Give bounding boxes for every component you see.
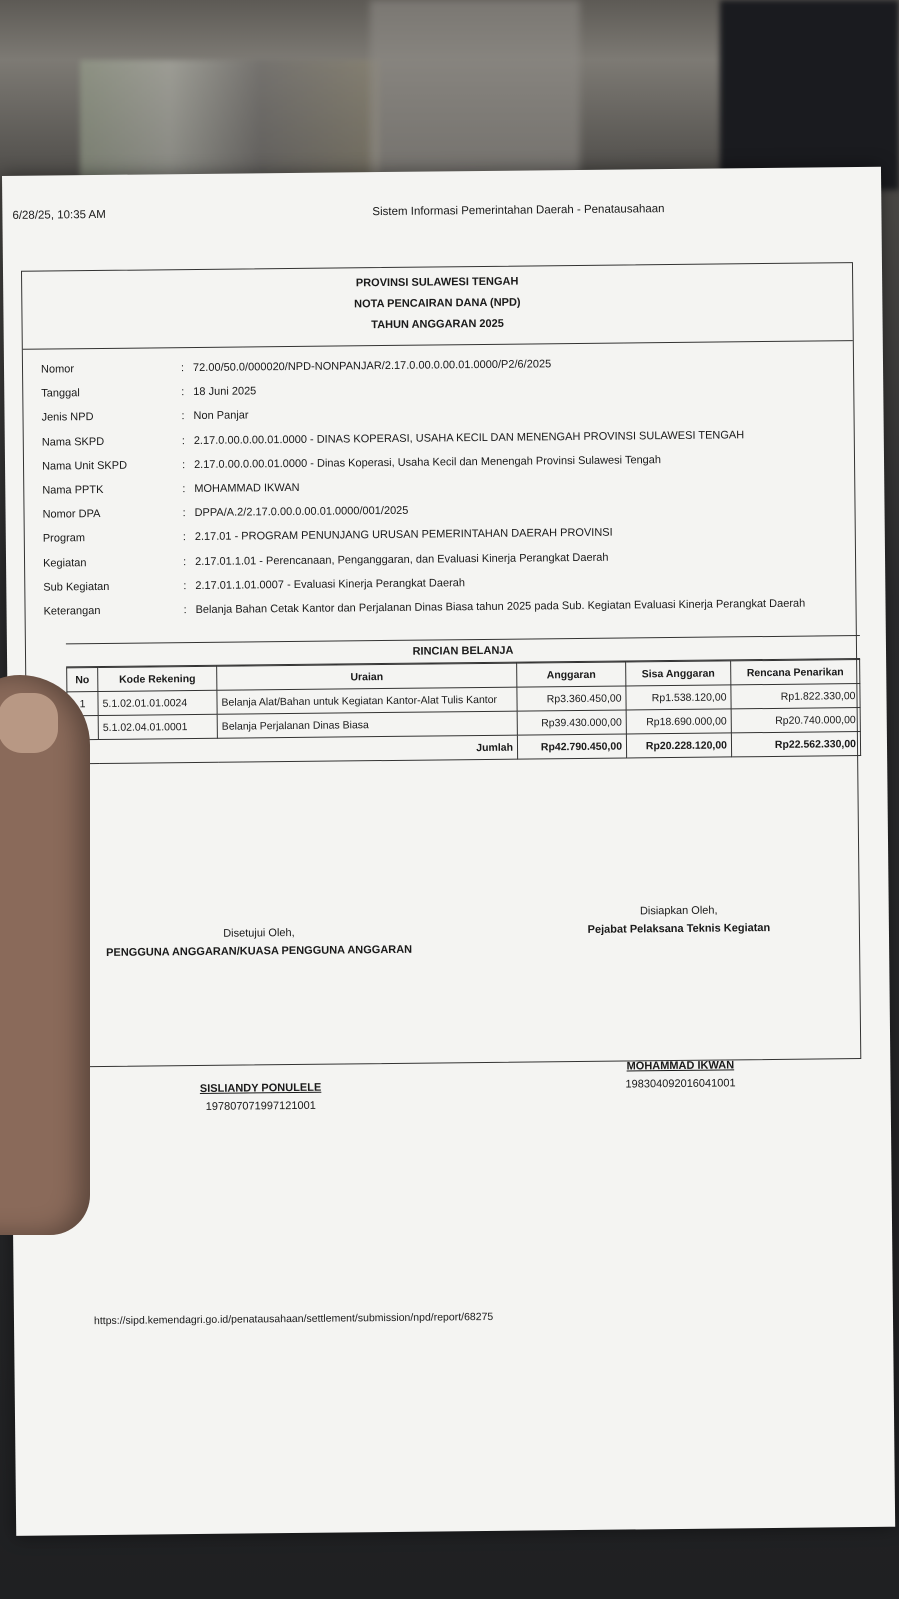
signature-preparer xyxy=(559,904,801,1092)
cell-uraian: Belanja Alat/Bahan untuk Kegiatan Kantor-Alat Tulis Kantor xyxy=(217,687,517,714)
total-anggaran: Rp42.790.450,00 xyxy=(517,734,626,759)
cell-sisa-anggaran: Rp18.690.000,00 xyxy=(626,709,731,734)
cell-uraian: Belanja Perjalanan Dinas Biasa xyxy=(217,711,517,738)
info-value: Non Panjar xyxy=(193,409,249,423)
print-header xyxy=(12,201,871,222)
preparer-caption: Disiapkan Oleh, xyxy=(639,904,718,918)
info-label: Nama SKPD xyxy=(41,435,105,449)
rincian-belanja-section xyxy=(66,635,861,764)
info-row-nomor-dpa: Nomor DPA : DPPA/A.2/2.17.0.00.0.00.01.0000/001/2025 xyxy=(42,504,409,521)
print-system-name: Sistem Informasi Pemerintahan Daerah - Penatausahaan xyxy=(372,203,665,219)
cell-anggaran: Rp3.360.450,00 xyxy=(517,686,626,711)
info-row-nama-unit-skpd: Nama Unit SKPD : 2.17.0.00.0.00.01.0000 - Dinas Koperasi, Usaha Kecil dan Menengah Provinsi Sulawesi Tengah xyxy=(41,453,662,473)
col-header-no: No xyxy=(67,668,98,692)
col-header-anggaran: Anggaran xyxy=(517,662,626,687)
approver-nip: 197807071997121001 xyxy=(205,1099,316,1113)
info-value: 2.17.0.00.0.00.01.0000 - Dinas Koperasi, Usaha Kecil dan Menengah Provinsi Sulawesi Tengah xyxy=(193,453,662,471)
info-row-jenis-npd: Jenis NPD : Non Panjar xyxy=(41,409,249,424)
info-row-program: Program : 2.17.01 - PROGRAM PENUNJANG URUSAN PEMERINTAHAN DAERAH PROVINSI xyxy=(42,526,613,545)
cell-kode-rekening: 5.1.02.01.01.0024 xyxy=(98,690,217,715)
fiscal-year-title: TAHUN ANGGARAN 2025 xyxy=(371,317,504,332)
info-value: MOHAMMAD IKWAN xyxy=(194,481,300,495)
npd-document xyxy=(2,167,895,1536)
info-label: Keterangan xyxy=(43,604,101,618)
background-shelf xyxy=(80,60,380,190)
signature-approver xyxy=(99,908,421,1114)
cell-anggaran: Rp39.430.000,00 xyxy=(517,710,626,735)
cell-no: 1 xyxy=(67,692,98,716)
cell-sisa-anggaran: Rp1.538.120,00 xyxy=(626,685,731,710)
info-label: Kegiatan xyxy=(42,556,87,570)
info-value: 2.17.01 - PROGRAM PENUNJANG URUSAN PEMERINTAHAN DAERAH PROVINSI xyxy=(194,526,613,544)
info-label: Tanggal xyxy=(41,387,80,400)
info-row-kegiatan: Kegiatan : 2.17.01.1.01 - Perencanaan, Penganggaran, dan Evaluasi Kinerja Perangkat Daerah xyxy=(42,551,609,570)
cell-rencana-penarikan: Rp1.822.330,00 xyxy=(731,684,860,709)
cell-rencana-penarikan: Rp20.740.000,00 xyxy=(731,708,860,733)
rincian-table xyxy=(66,659,861,764)
province-title: PROVINSI SULAWESI TENGAH xyxy=(355,275,519,290)
col-header-sisa-anggaran: Sisa Anggaran xyxy=(626,661,731,686)
col-header-uraian: Uraian xyxy=(217,663,517,690)
document-title-block xyxy=(22,263,853,350)
col-header-kode-rekening: Kode Rekening xyxy=(98,666,217,691)
info-value: 2.17.01.1.01 - Perencanaan, Penganggaran, dan Evaluasi Kinerja Perangkat Daerah xyxy=(194,551,609,568)
document-frame xyxy=(21,262,861,1113)
background-wall xyxy=(370,0,580,190)
background-dark-area xyxy=(720,0,899,190)
info-row-nama-skpd: Nama SKPD : 2.17.0.00.0.00.01.0000 - DINAS KOPERASI, USAHA KECIL DAN MENENGAH PROVINSI SULAWESI TENGAH xyxy=(41,428,745,449)
preparer-role: Pejabat Pelaksana Teknis Kegiatan xyxy=(587,921,771,936)
total-label: Jumlah xyxy=(67,735,517,764)
total-sisa-anggaran: Rp20.228.120,00 xyxy=(626,733,731,758)
col-header-rencana-penarikan: Rencana Penarikan xyxy=(731,660,860,685)
signature-section xyxy=(99,904,799,1113)
holding-hand xyxy=(0,675,90,1235)
print-timestamp: 6/28/25, 10:35 AM xyxy=(12,208,106,222)
footer-url: https://sipd.kemendagri.go.id/penatausahaan/settlement/submission/npd/report/68275 xyxy=(93,1310,494,1328)
approver-name: SISLIANDY PONULELE xyxy=(199,1081,322,1095)
info-value: Belanja Bahan Cetak Kantor dan Perjalanan Dinas Biasa tahun 2025 pada Sub. Kegiatan Evaluasi Kinerja Perangkat Daerah xyxy=(195,597,806,616)
info-value: 72.00/50.0/000020/NPD-NONPANJAR/2.17.0.00.0.00.01.0000/P2/6/2025 xyxy=(192,358,552,375)
cell-kode-rekening: 5.1.02.04.01.0001 xyxy=(98,714,217,739)
info-section xyxy=(41,355,856,630)
info-value: 2.17.0.00.0.00.01.0000 - DINAS KOPERASI, USAHA KECIL DAN MENENGAH PROVINSI SULAWESI TENGAH xyxy=(193,428,745,447)
total-rencana-penarikan: Rp22.562.330,00 xyxy=(731,732,860,757)
info-value: DPPA/A.2/2.17.0.00.0.00.01.0000/001/2025 xyxy=(194,504,409,520)
info-label: Nomor DPA xyxy=(42,508,101,521)
approver-role: PENGGUNA ANGGARAN/KUASA PENGGUNA ANGGARAN xyxy=(106,943,413,959)
preparer-name: MOHAMMAD IKWAN xyxy=(626,1059,735,1073)
info-label: Program xyxy=(42,532,86,545)
info-row-nomor: Nomor : 72.00/50.0/000020/NPD-NONPANJAR/2.17.0.00.0.00.01.0000/P2/6/2025 xyxy=(40,358,552,376)
info-row-nama-pptk: Nama PPTK : MOHAMMAD IKWAN xyxy=(42,481,300,497)
document-type-title: NOTA PENCAIRAN DANA (NPD) xyxy=(354,296,521,311)
info-value: 18 Juni 2025 xyxy=(193,385,257,399)
info-label: Sub Kegiatan xyxy=(43,580,110,594)
info-label: Nama Unit SKPD xyxy=(41,459,128,473)
approver-caption: Disetujui Oleh, xyxy=(223,926,295,940)
info-label: Nama PPTK xyxy=(42,483,104,497)
info-label: Jenis NPD xyxy=(41,411,94,424)
info-row-sub-kegiatan: Sub Kegiatan : 2.17.01.1.01.0007 - Evaluasi Kinerja Perangkat Daerah xyxy=(43,576,466,594)
info-row-tanggal: Tanggal : 18 Juni 2025 xyxy=(41,385,257,400)
rincian-title: RINCIAN BELANJA xyxy=(66,635,860,667)
info-row-keterangan: Keterangan : Belanja Bahan Cetak Kantor dan Perjalanan Dinas Biasa tahun 2025 pada Sub. Kegiatan Evaluasi Kinerja Perangkat Daerah xyxy=(43,597,806,618)
preparer-nip: 198304092016041001 xyxy=(625,1077,736,1091)
thumb xyxy=(0,693,58,753)
info-value: 2.17.01.1.01.0007 - Evaluasi Kinerja Perangkat Daerah xyxy=(195,576,466,592)
info-label: Nomor xyxy=(40,363,75,376)
